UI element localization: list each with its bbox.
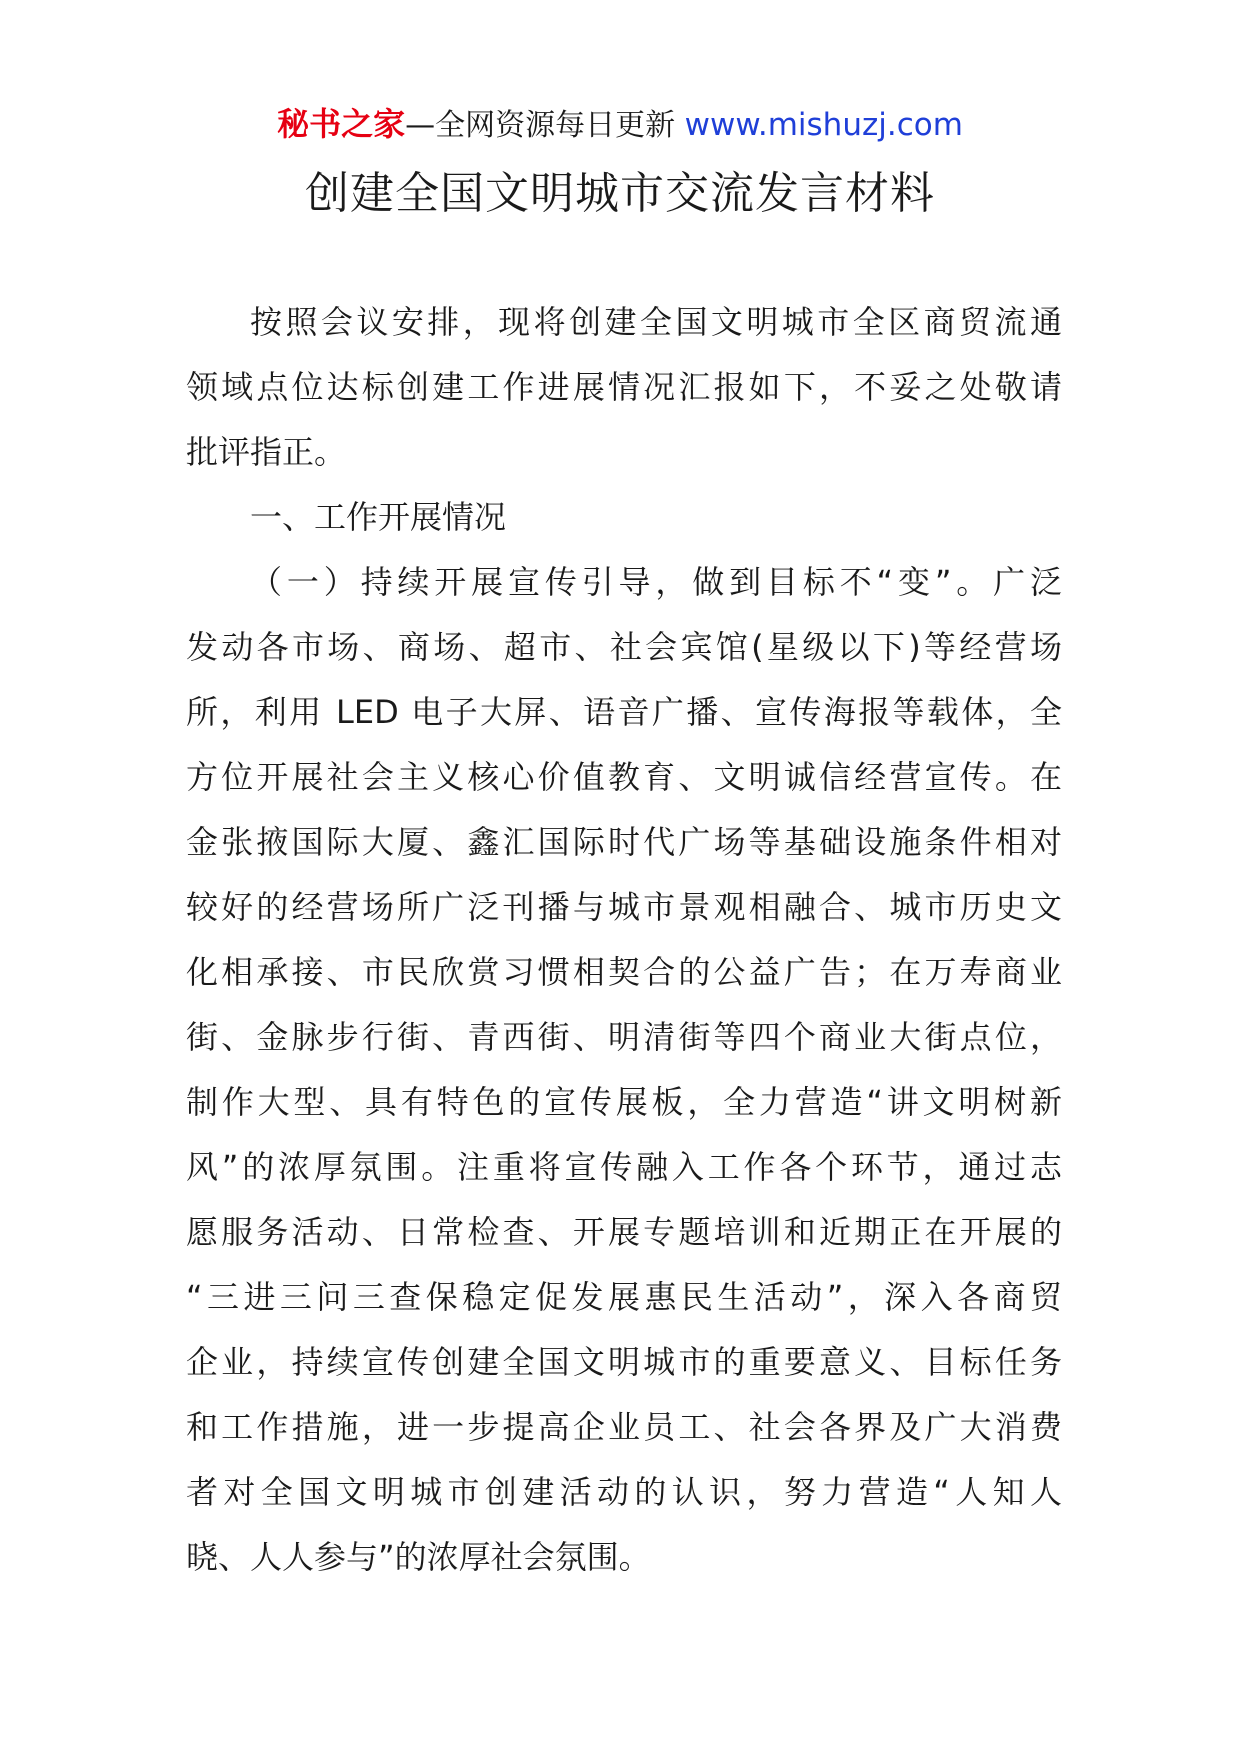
paragraph-line: 者对全国文明城市创建活动的认识，努力营造“人知人 [186,1473,1062,1511]
paragraph-line: 企业，持续宣传创建全国文明城市的重要意义、目标任务 [186,1343,1062,1381]
paragraph-line: 金张掖国际大厦、鑫汇国际时代广场等基础设施条件相对 [186,823,1062,861]
paragraph-line: 愿服务活动、日常检查、开展专题培训和近期正在开展的 [186,1213,1062,1251]
paragraph-line: （一）持续开展宣传引导，做到目标不“变”。广泛 [250,563,1062,601]
paragraph-line: 批评指正。 [186,433,347,471]
document-body [186,290,1062,1590]
paragraph-line: 晓、人人参与”的浓厚社会氛围。 [186,1538,651,1576]
paragraph-line: 较好的经营场所广泛刊播与城市景观相融合、城市历史文 [186,888,1062,926]
paragraph-line: 街、金脉步行街、青西街、明清街等四个商业大街点位， [186,1018,1062,1056]
brand-name: 秘书之家 [277,105,406,143]
paragraph-line: 按照会议安排，现将创建全国文明城市全区商贸流通 [250,303,1062,341]
paragraph-line: 制作大型、具有特色的宣传展板，全力营造“讲文明树新 [186,1083,1062,1121]
paragraph-line: 方位开展社会主义核心价值教育、文明诚信经营宣传。在 [186,758,1062,796]
paragraph-line: 领域点位达标创建工作进展情况汇报如下，不妥之处敬请 [186,368,1062,406]
site-header [0,100,1240,150]
site-url-link[interactable]: www.mishuzj.com [684,107,963,143]
paragraph-line: 风”的浓厚氛围。注重将宣传融入工作各个环节，通过志 [186,1148,1062,1186]
paragraph-line: 发动各市场、商场、超市、社会宾馆(星级以下)等经营场 [186,628,1062,666]
section-heading: 一、工作开展情况 [250,498,507,536]
paragraph-line: 所，利用 LED 电子大屏、语音广播、宣传海报等载体，全 [186,693,1062,731]
paragraph-line: 和工作措施，进一步提高企业员工、社会各界及广大消费 [186,1408,1062,1446]
header-tagline: —全网资源每日更新 [405,108,676,143]
document-title: 创建全国文明城市交流发言材料 [305,168,935,219]
paragraph-line: “三进三问三查保稳定促发展惠民生活动”，深入各商贸 [186,1278,1062,1316]
paragraph-line: 化相承接、市民欣赏习惯相契合的公益广告；在万寿商业 [186,953,1062,991]
